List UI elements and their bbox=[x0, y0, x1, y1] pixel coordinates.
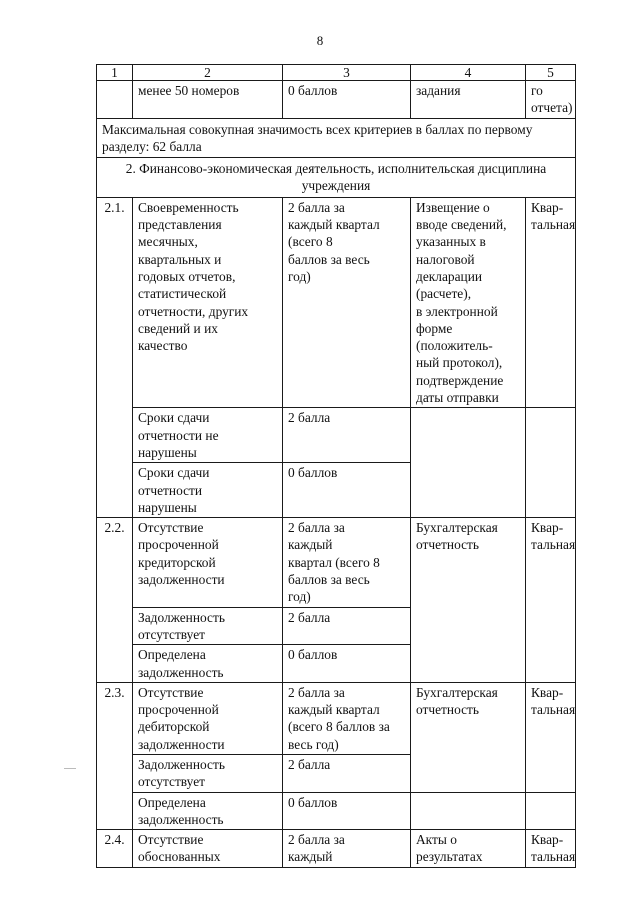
points-cell: 2 балла bbox=[283, 408, 411, 463]
table-row bbox=[97, 197, 576, 408]
criterion-cell: Отсутствие просроченной кредиторской задолженности bbox=[133, 518, 283, 607]
source-cell bbox=[411, 408, 526, 518]
column-number: 2 bbox=[133, 65, 283, 81]
criterion-cell: Сроки сдачи отчетности не нарушены bbox=[133, 408, 283, 463]
column-number: 5 bbox=[526, 65, 576, 81]
criterion-cell: Определена задолженность bbox=[133, 645, 283, 683]
criterion-cell: Своевременность представления месячных, квартальных и годовых отчетов, статистической отчетности, других сведений и их качество bbox=[133, 197, 283, 408]
source-cell: Бухгалтерская отчетность bbox=[411, 518, 526, 683]
section1-total: Максимальная совокупная значимость всех критериев в баллах по первому разделу: 62 балла bbox=[97, 118, 576, 158]
source-cell: Акты о результатах bbox=[411, 830, 526, 868]
points-cell: 0 баллов bbox=[283, 463, 411, 518]
points-cell: 0 баллов bbox=[283, 792, 411, 830]
points-cell: 0 баллов bbox=[283, 81, 411, 119]
section-total-row bbox=[97, 118, 576, 158]
period-cell: Квар- тальная bbox=[526, 197, 576, 408]
period-cell: го отчета) bbox=[526, 81, 576, 119]
table-row bbox=[97, 81, 576, 119]
points-cell: 2 балла за каждый квартал (всего 8 баллов за весь год) bbox=[283, 682, 411, 754]
column-number: 3 bbox=[283, 65, 411, 81]
period-cell: Квар- тальная bbox=[526, 830, 576, 868]
column-number-row bbox=[97, 65, 576, 81]
table-row bbox=[97, 682, 576, 754]
criterion-cell: Задолженность отсутствует bbox=[133, 607, 283, 645]
row-number: 2.4. bbox=[97, 830, 133, 868]
period-cell bbox=[526, 792, 576, 830]
criterion-cell: Сроки сдачи отчетности нарушены bbox=[133, 463, 283, 518]
row-number: 2.1. bbox=[97, 197, 133, 517]
points-cell: 2 балла bbox=[283, 754, 411, 792]
column-number: 1 bbox=[97, 65, 133, 81]
points-cell: 2 балла за каждый bbox=[283, 830, 411, 868]
points-cell: 2 балла за каждый квартал (всего 8 баллов за весь год) bbox=[283, 197, 411, 408]
criterion-cell: Определена задолженность bbox=[133, 792, 283, 830]
criterion-cell: Задолженность отсутствует bbox=[133, 754, 283, 792]
criterion-cell: Отсутствие просроченной дебиторской задолженности bbox=[133, 682, 283, 754]
criteria-table bbox=[96, 64, 576, 868]
table-row bbox=[97, 830, 576, 868]
points-cell: 2 балла за каждый квартал (всего 8 баллов за весь год) bbox=[283, 518, 411, 607]
section2-title: 2. Финансово-экономическая деятельность, исполнительская дисциплина учреждения bbox=[97, 158, 576, 198]
source-cell: Извещение о вводе сведений, указанных в налоговой декларации (расчете), в электронной форме (положитель- ный протокол), подтверждение даты отправки bbox=[411, 197, 526, 408]
row-number: 2.2. bbox=[97, 518, 133, 683]
criterion-cell: менее 50 номеров bbox=[133, 81, 283, 119]
table-row bbox=[97, 518, 576, 607]
period-cell: Квар- тальная bbox=[526, 518, 576, 683]
table-row bbox=[97, 408, 576, 463]
table-row bbox=[97, 792, 576, 830]
row-number: 2.3. bbox=[97, 682, 133, 829]
source-cell bbox=[411, 792, 526, 830]
source-cell: задания bbox=[411, 81, 526, 119]
period-cell: Квар- тальная bbox=[526, 682, 576, 792]
source-cell: Бухгалтерская отчетность bbox=[411, 682, 526, 792]
points-cell: 0 баллов bbox=[283, 645, 411, 683]
points-cell: 2 балла bbox=[283, 607, 411, 645]
scan-mark bbox=[64, 768, 76, 769]
column-number: 4 bbox=[411, 65, 526, 81]
section-title-row bbox=[97, 158, 576, 198]
criterion-cell: Отсутствие обоснованных bbox=[133, 830, 283, 868]
period-cell bbox=[526, 408, 576, 518]
row-number-cell bbox=[97, 81, 133, 119]
page-number: 8 bbox=[316, 33, 324, 48]
